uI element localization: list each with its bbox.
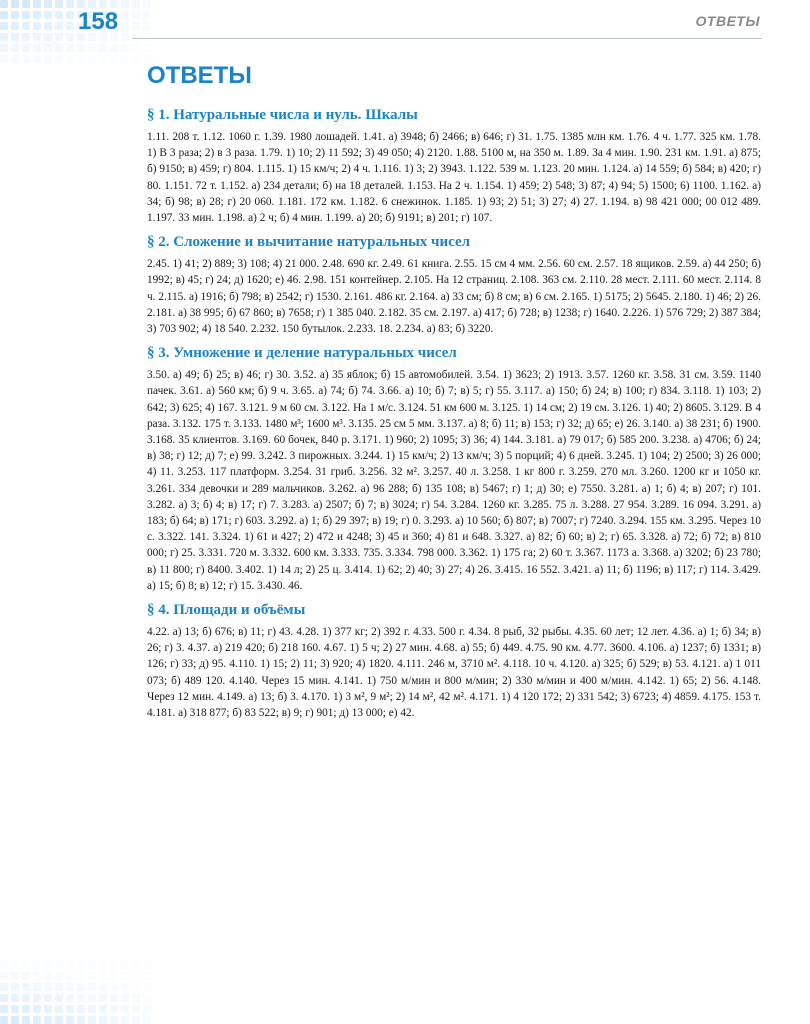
decorative-square xyxy=(99,44,107,52)
decorative-square xyxy=(11,22,19,30)
decorative-square xyxy=(22,0,30,8)
decorative-square xyxy=(132,961,140,969)
decorative-square xyxy=(44,983,52,991)
section-1 xyxy=(147,106,761,226)
decorative-square xyxy=(44,0,52,8)
decorative-square xyxy=(143,972,151,980)
decorative-square xyxy=(143,961,151,969)
decorative-square xyxy=(44,11,52,19)
header-divider xyxy=(132,38,762,39)
decorative-square xyxy=(132,44,140,52)
decorative-square xyxy=(77,55,85,63)
decorative-square xyxy=(66,961,74,969)
section-2 xyxy=(147,233,761,337)
decorative-square xyxy=(11,55,19,63)
decorative-square xyxy=(99,55,107,63)
decorative-square xyxy=(88,994,96,1002)
decorative-square xyxy=(143,1005,151,1013)
decorative-square xyxy=(132,1005,140,1013)
decorative-square xyxy=(110,44,118,52)
decorative-square xyxy=(22,983,30,991)
decorative-square xyxy=(66,994,74,1002)
decorative-square xyxy=(22,1016,30,1024)
decorative-pattern-bottom xyxy=(0,961,150,1024)
decorative-square xyxy=(0,983,8,991)
decorative-square xyxy=(121,994,129,1002)
decorative-square xyxy=(77,961,85,969)
decorative-square xyxy=(132,972,140,980)
decorative-square xyxy=(0,961,8,969)
decorative-square xyxy=(33,0,41,8)
decorative-square xyxy=(143,11,151,19)
decorative-square xyxy=(110,972,118,980)
decorative-square xyxy=(55,961,63,969)
decorative-square xyxy=(11,1016,19,1024)
section-answers: 4.22. а) 13; б) 676; в) 11; г) 43. 4.28. 1) 377 кг; 2) 392 г. 4.33. 500 г. 4.34. 8 рыб, 32 рыбы. 4.35. 60 лет; 12 лет. 4.36. а) 1; б) 34; в) 26; г) 3. 4.37. а) 219 420; б) 218 160. 4.67. 1) 5 ч; 2) 27 мин. 4.68. а) 55; б) 449. 4.75. 90 км. 4.77. 3600. 4.106. а) 1237; б) 1331; в) 126; г) 33; д) 95. 4.110. 1) 15; 2) 11; 3) 920; 4) 1820. 4.111. 246 м, 3710 м². 4.118. 10 ч. 4.120. а) 325; б) 529; в) 53. 4.121. а) 1 011 073; б) 489 120. 4.140. Через 15 мин. 4.141. 1) 750 м/мин и 800 м/мин; 2) 330 м/мин и 400 м/мин. 4.142. 1) 65; 2) 56. 4.148. Через 12 мин. 4.149. а) 13; б) 3. 4.170. 1) 3 м², 9 м²; 2) 14 м², 42 м². 4.171. 1) 4 120 172; 2) 331 542; 3) 6723; 4) 4859. 4.175. 153 т. 4.181. а) 318 877; б) 83 522; в) 9; г) 901; д) 13 000; е) 42. xyxy=(147,626,761,720)
decorative-square xyxy=(88,972,96,980)
decorative-square xyxy=(110,1005,118,1013)
decorative-square xyxy=(11,994,19,1002)
decorative-square xyxy=(55,994,63,1002)
decorative-square xyxy=(132,33,140,41)
decorative-square xyxy=(88,44,96,52)
decorative-square xyxy=(55,1016,63,1024)
decorative-square xyxy=(44,55,52,63)
decorative-square xyxy=(11,983,19,991)
decorative-square xyxy=(121,0,129,8)
decorative-square xyxy=(11,961,19,969)
decorative-square xyxy=(55,22,63,30)
decorative-square xyxy=(121,11,129,19)
decorative-square xyxy=(44,1016,52,1024)
decorative-square xyxy=(143,0,151,8)
decorative-square xyxy=(77,44,85,52)
decorative-square xyxy=(11,44,19,52)
decorative-square xyxy=(121,1005,129,1013)
decorative-square xyxy=(110,0,118,8)
decorative-square xyxy=(44,972,52,980)
section-title: § 1. Натуральные числа и нуль. Шкалы xyxy=(147,107,418,123)
decorative-square xyxy=(99,994,107,1002)
decorative-square xyxy=(66,983,74,991)
decorative-square xyxy=(88,961,96,969)
decorative-square xyxy=(55,33,63,41)
decorative-square xyxy=(77,994,85,1002)
decorative-square xyxy=(44,22,52,30)
decorative-square xyxy=(22,994,30,1002)
decorative-square xyxy=(110,983,118,991)
decorative-square xyxy=(33,44,41,52)
decorative-square xyxy=(132,22,140,30)
answers-content xyxy=(147,106,761,728)
decorative-square xyxy=(121,972,129,980)
decorative-square xyxy=(33,1005,41,1013)
decorative-square xyxy=(11,1005,19,1013)
decorative-square xyxy=(33,22,41,30)
decorative-square xyxy=(33,55,41,63)
decorative-square xyxy=(132,983,140,991)
section-title: § 2. Сложение и вычитание натуральных чисел xyxy=(147,234,471,251)
decorative-square xyxy=(99,1016,107,1024)
decorative-square xyxy=(121,22,129,30)
decorative-square xyxy=(121,55,129,63)
decorative-square xyxy=(0,22,8,30)
decorative-square xyxy=(88,55,96,63)
decorative-square xyxy=(44,44,52,52)
decorative-square xyxy=(143,44,151,52)
decorative-square xyxy=(11,972,19,980)
decorative-square xyxy=(121,983,129,991)
decorative-pattern-top xyxy=(0,0,150,63)
decorative-square xyxy=(77,983,85,991)
decorative-square xyxy=(11,33,19,41)
decorative-square xyxy=(44,33,52,41)
decorative-square xyxy=(110,994,118,1002)
decorative-square xyxy=(33,972,41,980)
decorative-square xyxy=(0,0,8,8)
decorative-square xyxy=(99,0,107,8)
decorative-square xyxy=(33,983,41,991)
decorative-square xyxy=(0,1016,8,1024)
decorative-square xyxy=(143,22,151,30)
decorative-square xyxy=(143,994,151,1002)
decorative-square xyxy=(132,994,140,1002)
running-head: ОТВЕТЫ xyxy=(695,13,760,29)
page-number: 158 xyxy=(78,8,119,35)
decorative-square xyxy=(0,44,8,52)
decorative-square xyxy=(132,0,140,8)
decorative-square xyxy=(0,972,8,980)
decorative-square xyxy=(66,22,74,30)
decorative-square xyxy=(143,983,151,991)
section-title: § 3. Умножение и деление натуральных чисел xyxy=(147,345,457,362)
decorative-square xyxy=(55,0,63,8)
section-4 xyxy=(147,601,761,721)
decorative-square xyxy=(44,961,52,969)
decorative-square xyxy=(33,11,41,19)
decorative-square xyxy=(66,33,74,41)
decorative-square xyxy=(143,33,151,41)
decorative-square xyxy=(110,55,118,63)
decorative-square xyxy=(77,1016,85,1024)
decorative-square xyxy=(99,972,107,980)
section-answers: 3.50. а) 49; б) 25; в) 46; г) 30. 3.52. а) 35 яблок; б) 15 автомобилей. 3.54. 1) 3623; 2) 1913. 3.57. 1260 кг. 3.58. 31 см. 3.59. 1140 пачек. 3.61. а) 560 км; б) 9 ч. 3.65. а) 74; б) 74. 3.66. а) 10; б) 7; в) 5; г) 55. 3.117. а) 150; б) 24; в) 100; г) 834. 3.118. 1) 103; 2) 642; 3) 625; 4) 167. 3.121. 9 м 60 см. 3.122. На 1 м/с. 3.124. 51 км 600 м. 3.125. 1) 14 см; 2) 19 см. 3.126. 1) 40; 2) 8605. 3.129. В 4 раза. 3.132. 175 т. 3.133. 1480 м³; 1600 м³. 3.135. 25 см 5 мм. 3.137. а) 8; б) 11; в) 153; г) 32; д) 65; е) 26. 3.140. а) 38 231; б) 1900. 3.168. 35 клиентов. 3.169. 60 бочек, 840 р. 3.171. 1) 960; 2) 1095; 3) 36; 4) 144. 3.181. а) 79 017; б) 585 200. 3.238. а) 4706; б) 24; в) 38; г) 12; д) 7; е) 99. 3.242. 3 пирожных. 3.244. 1) 15 км/ч; 2) 13 км/ч; 3) 5 порций; 4) 6 дней. 3.245. 1) 104; 2) 2500; 3) 26 000; 4) 11. 3.253. 117 платформ. 3.254. 31 гриб. 3.256. 32 м². 3.257. 40 л. 3.258. 1 кг 800 г. 3.259. 270 мл. 3.260. 1200 кг и 1050 кг. 3.261. 334 девочки и 289 мальчиков. 3.262. а) 96 288; б) 135 108; в) 5467; г) 1; д) 30; е) 7550. 3.281. а) 1; б) 4; в) 207; г) 101. 3.282. а) 3; б) 4; в) 17; г) 7. 3.283. а) 2507; б) 7; в) 3024; г) 54. 3.284. 1260 кг. 3.285. 75 л. 3.288. 27 954. 3.289. 16 094. 3.291. а) 183; б) 64; в) 171; г) 603. 3.292. а) 1; б) 29 397; в) 19; г) 0. 3.293. а) 10 560; б) 807; в) 7007; г) 7240. 3.294. 155 км. 3.295. Через 10 с. 3.322. 141. 3.324. 1) 61 и 427; 2) 472 и 4248; 3) 45 и 360; 4) 81 и 648. 3.327. а) 82; б) 60; в) 2; г) 65. 3.328. а) 72; б) 72; в) 810 000; г) 25. 3.331. 720 м. 3.332. 600 км. 3.333. 735. 3.334. 798 000. 3.362. 1) 175 га; 2) 60 т. 3.367. 1173 а. 3.368. а) 3202; б) 23 780; в) 11 800; г) 8400. 3.402. 1) 14 л; 2) 25 ц. 3.414. 1) 62; 2) 40; 3) 27; 4) 26. 3.415. 16 552. 3.421. а) 11; б) 1196; в) 117; г) 114. 3.429. а) 15; б) 8; в) 12; г) 15. 3.430. 46. xyxy=(147,369,761,592)
decorative-square xyxy=(55,983,63,991)
decorative-square xyxy=(33,33,41,41)
decorative-square xyxy=(99,961,107,969)
decorative-square xyxy=(99,983,107,991)
decorative-square xyxy=(121,961,129,969)
decorative-square xyxy=(22,972,30,980)
decorative-square xyxy=(121,1016,129,1024)
decorative-square xyxy=(11,0,19,8)
decorative-square xyxy=(110,961,118,969)
decorative-square xyxy=(44,994,52,1002)
decorative-square xyxy=(88,1005,96,1013)
decorative-square xyxy=(77,1005,85,1013)
decorative-square xyxy=(0,55,8,63)
section-3 xyxy=(147,344,761,594)
decorative-square xyxy=(66,44,74,52)
decorative-square xyxy=(88,1016,96,1024)
decorative-square xyxy=(121,33,129,41)
decorative-square xyxy=(22,22,30,30)
decorative-square xyxy=(66,1016,74,1024)
section-answers: 2.45. 1) 41; 2) 889; 3) 108; 4) 21 000. 2.48. 690 кг. 2.49. 61 книга. 2.55. 15 см 4 мм. 2.56. 60 см. 2.57. 18 ящиков. 2.59. а) 44 250; б) 1992; в) 45; г) 24; д) 1620; е) 46. 2.98. 151 контейнер. 2.105. На 12 страниц. 2.108. 363 см. 2.110. 28 мест. 2.111. 60 мест. 2.114. 8 ч. 2.115. а) 1916; б) 798; в) 2542; г) 1530. 2.161. 486 кг. 2.164. а) 33 см; б) 8 см; в) 6 см. 2.165. 1) 5175; 2) 5645. 2.180. 1) 46; 2) 26. 2.181. а) 38 995; б) 67 860; в) 7658; г) 1 385 040. 2.182. 35 см. 2.197. а) 417; б) 728; в) 1238; г) 1640. 2.226. 1) 576 729; 2) 387 384; 3) 703 902; 4) 18 540. 2.232. 150 бутылок. 2.233. 18. 2.234. а) 83; б) 3220. xyxy=(147,258,761,336)
decorative-square xyxy=(66,972,74,980)
decorative-square xyxy=(55,11,63,19)
decorative-square xyxy=(22,1005,30,1013)
decorative-square xyxy=(55,972,63,980)
decorative-square xyxy=(55,1005,63,1013)
decorative-square xyxy=(143,1016,151,1024)
decorative-square xyxy=(22,961,30,969)
decorative-square xyxy=(121,44,129,52)
decorative-square xyxy=(66,0,74,8)
decorative-square xyxy=(33,994,41,1002)
decorative-square xyxy=(33,961,41,969)
decorative-square xyxy=(33,1016,41,1024)
page-title: ОТВЕТЫ xyxy=(147,62,252,89)
decorative-square xyxy=(132,55,140,63)
decorative-square xyxy=(55,55,63,63)
decorative-square xyxy=(44,1005,52,1013)
section-answers: 1.11. 208 т. 1.12. 1060 г. 1.39. 1980 лошадей. 1.41. а) 3948; б) 2466; в) 646; г) 31. 1.75. 1385 млн км. 1.76. 4 ч. 1.77. 325 км. 1.78. 1) В 3 раза; 2) в 3 раза. 1.79. 1) 10; 2) 11 592; 3) 49 050; 4) 2120. 1.88. 5100 м, на 350 м. 1.89. За 4 мин. 1.90. 231 км. 1.91. а) 875; б) 9150; в) 459; г) 804. 1.115. 1) 15 км/ч; 2) 4 ч. 1.116. 1) 3; 2) 3943. 1.122. 539 м. 1.123. 20 мин. 1.124. а) 14 559; б) 584; в) 420; г) 80. 1.151. 72 т. 1.152. а) 234 детали; б) на 18 деталей. 1.153. На 2 ч. 1.154. 1) 459; 2) 548; 3) 87; 4) 94; 5) 1500; 6) 1100. 1.162. а) 34; б) 98; в) 28; г) 20 060. 1.181. 172 км. 1.182. 6 снежинок. 1.185. 1) 93; 2) 51; 3) 27; 4) 27. 1.194. в) 98 421 000; 00 012 489. 1.197. 33 мин. 1.198. а) 2 ч; б) 4 мин. 1.199. а) 20; б) 9191; в) 201; г) 107. xyxy=(147,131,761,225)
decorative-square xyxy=(22,55,30,63)
decorative-square xyxy=(66,11,74,19)
decorative-square xyxy=(55,44,63,52)
decorative-square xyxy=(66,55,74,63)
decorative-square xyxy=(0,994,8,1002)
decorative-square xyxy=(88,983,96,991)
decorative-square xyxy=(11,11,19,19)
decorative-square xyxy=(99,1005,107,1013)
section-title: § 4. Площади и объёмы xyxy=(147,602,306,619)
decorative-square xyxy=(77,0,85,8)
decorative-square xyxy=(66,1005,74,1013)
decorative-square xyxy=(132,11,140,19)
decorative-square xyxy=(22,11,30,19)
decorative-square xyxy=(22,44,30,52)
decorative-square xyxy=(0,1005,8,1013)
decorative-square xyxy=(77,972,85,980)
decorative-square xyxy=(0,33,8,41)
decorative-square xyxy=(88,0,96,8)
decorative-square xyxy=(0,11,8,19)
decorative-square xyxy=(132,1016,140,1024)
decorative-square xyxy=(110,1016,118,1024)
decorative-square xyxy=(22,33,30,41)
